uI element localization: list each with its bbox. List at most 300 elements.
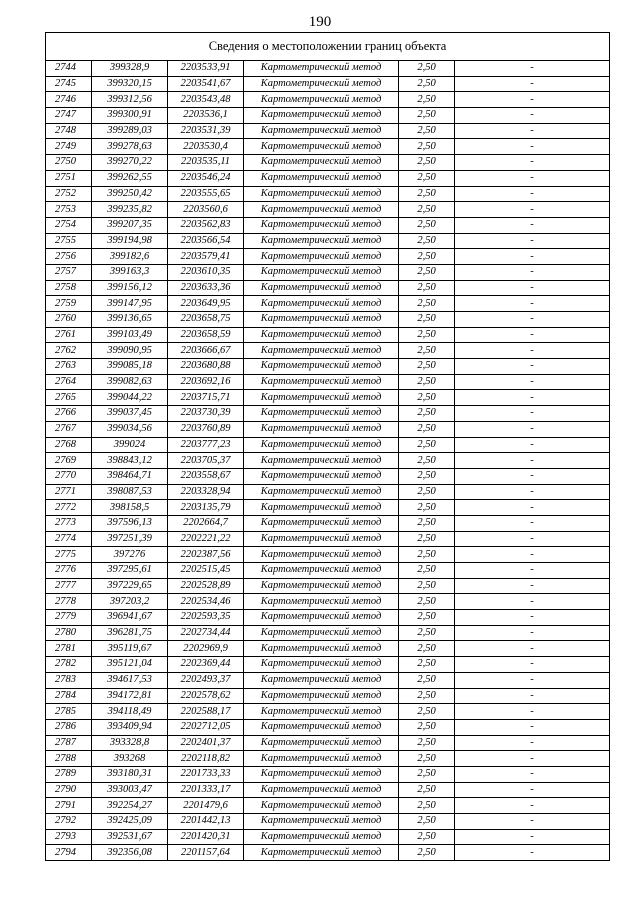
y-coordinate-cell: 2203658,75: [168, 312, 244, 328]
point-number-cell: 2784: [46, 688, 92, 704]
point-number-cell: 2788: [46, 751, 92, 767]
table-row: [46, 688, 610, 704]
x-coordinate-cell: 392531,67: [92, 829, 168, 845]
x-coordinate-cell: 399300,91: [92, 108, 168, 124]
table-row: [46, 814, 610, 830]
note-cell: -: [455, 296, 610, 312]
point-number-cell: 2747: [46, 108, 92, 124]
point-number-cell: 2751: [46, 170, 92, 186]
y-coordinate-cell: 2203531,39: [168, 123, 244, 139]
note-cell: -: [455, 343, 610, 359]
method-cell: Картометрический метод: [244, 845, 399, 861]
accuracy-cell: 2,50: [399, 421, 455, 437]
method-cell: Картометрический метод: [244, 61, 399, 77]
table-row: [46, 641, 610, 657]
table-row: [46, 359, 610, 375]
method-cell: Картометрический метод: [244, 296, 399, 312]
y-coordinate-cell: 2202515,45: [168, 563, 244, 579]
note-cell: -: [455, 76, 610, 92]
y-coordinate-cell: 2202664,7: [168, 515, 244, 531]
table-row: [46, 657, 610, 673]
x-coordinate-cell: 399194,98: [92, 233, 168, 249]
point-number-cell: 2755: [46, 233, 92, 249]
method-cell: Картометрический метод: [244, 453, 399, 469]
point-number-cell: 2785: [46, 704, 92, 720]
x-coordinate-cell: 393409,94: [92, 719, 168, 735]
note-cell: -: [455, 500, 610, 516]
accuracy-cell: 2,50: [399, 92, 455, 108]
y-coordinate-cell: 2203562,83: [168, 217, 244, 233]
accuracy-cell: 2,50: [399, 814, 455, 830]
y-coordinate-cell: 2203566,54: [168, 233, 244, 249]
accuracy-cell: 2,50: [399, 343, 455, 359]
method-cell: Картометрический метод: [244, 578, 399, 594]
y-coordinate-cell: 2203535,11: [168, 155, 244, 171]
point-number-cell: 2776: [46, 563, 92, 579]
note-cell: -: [455, 766, 610, 782]
accuracy-cell: 2,50: [399, 312, 455, 328]
note-cell: -: [455, 249, 610, 265]
y-coordinate-cell: 2203666,67: [168, 343, 244, 359]
accuracy-cell: 2,50: [399, 374, 455, 390]
y-coordinate-cell: 2202734,44: [168, 625, 244, 641]
method-cell: Картометрический метод: [244, 264, 399, 280]
method-cell: Картометрический метод: [244, 170, 399, 186]
note-cell: -: [455, 327, 610, 343]
x-coordinate-cell: 397276: [92, 547, 168, 563]
x-coordinate-cell: 399044,22: [92, 390, 168, 406]
y-coordinate-cell: 2203536,1: [168, 108, 244, 124]
table-row: [46, 327, 610, 343]
y-coordinate-cell: 2202593,35: [168, 610, 244, 626]
note-cell: -: [455, 374, 610, 390]
table-row: [46, 123, 610, 139]
note-cell: -: [455, 719, 610, 735]
method-cell: Картометрический метод: [244, 531, 399, 547]
method-cell: Картометрический метод: [244, 829, 399, 845]
y-coordinate-cell: 2203649,95: [168, 296, 244, 312]
x-coordinate-cell: 399085,18: [92, 359, 168, 375]
note-cell: -: [455, 312, 610, 328]
x-coordinate-cell: 399090,95: [92, 343, 168, 359]
table-row: [46, 453, 610, 469]
note-cell: -: [455, 468, 610, 484]
y-coordinate-cell: 2202969,9: [168, 641, 244, 657]
table-title-row: [46, 33, 610, 61]
y-coordinate-cell: 2203533,91: [168, 61, 244, 77]
y-coordinate-cell: 2203546,24: [168, 170, 244, 186]
accuracy-cell: 2,50: [399, 139, 455, 155]
y-coordinate-cell: 2201157,64: [168, 845, 244, 861]
accuracy-cell: 2,50: [399, 108, 455, 124]
note-cell: -: [455, 484, 610, 500]
table-row: [46, 202, 610, 218]
note-cell: -: [455, 751, 610, 767]
point-number-cell: 2764: [46, 374, 92, 390]
note-cell: -: [455, 217, 610, 233]
table-row: [46, 547, 610, 563]
y-coordinate-cell: 2203705,37: [168, 453, 244, 469]
method-cell: Картометрический метод: [244, 406, 399, 422]
y-coordinate-cell: 2203541,67: [168, 76, 244, 92]
point-number-cell: 2746: [46, 92, 92, 108]
point-number-cell: 2765: [46, 390, 92, 406]
accuracy-cell: 2,50: [399, 782, 455, 798]
method-cell: Картометрический метод: [244, 186, 399, 202]
x-coordinate-cell: 397251,39: [92, 531, 168, 547]
accuracy-cell: 2,50: [399, 437, 455, 453]
table-row: [46, 155, 610, 171]
point-number-cell: 2757: [46, 264, 92, 280]
note-cell: -: [455, 814, 610, 830]
x-coordinate-cell: 394118,49: [92, 704, 168, 720]
point-number-cell: 2763: [46, 359, 92, 375]
method-cell: Картометрический метод: [244, 751, 399, 767]
y-coordinate-cell: 2203560,6: [168, 202, 244, 218]
y-coordinate-cell: 2203555,65: [168, 186, 244, 202]
table-row: [46, 233, 610, 249]
x-coordinate-cell: 392425,09: [92, 814, 168, 830]
y-coordinate-cell: 2201333,17: [168, 782, 244, 798]
x-coordinate-cell: 394617,53: [92, 672, 168, 688]
note-cell: -: [455, 688, 610, 704]
x-coordinate-cell: 399207,35: [92, 217, 168, 233]
accuracy-cell: 2,50: [399, 704, 455, 720]
accuracy-cell: 2,50: [399, 468, 455, 484]
method-cell: Картометрический метод: [244, 735, 399, 751]
note-cell: -: [455, 547, 610, 563]
note-cell: -: [455, 170, 610, 186]
method-cell: Картометрический метод: [244, 719, 399, 735]
note-cell: -: [455, 108, 610, 124]
note-cell: -: [455, 453, 610, 469]
method-cell: Картометрический метод: [244, 704, 399, 720]
y-coordinate-cell: 2202588,17: [168, 704, 244, 720]
y-coordinate-cell: 2203680,88: [168, 359, 244, 375]
x-coordinate-cell: 394172,81: [92, 688, 168, 704]
point-number-cell: 2775: [46, 547, 92, 563]
note-cell: -: [455, 437, 610, 453]
method-cell: Картометрический метод: [244, 500, 399, 516]
table-row: [46, 249, 610, 265]
boundary-coordinates-table: [45, 32, 610, 861]
accuracy-cell: 2,50: [399, 390, 455, 406]
x-coordinate-cell: 396941,67: [92, 610, 168, 626]
x-coordinate-cell: 393180,31: [92, 766, 168, 782]
point-number-cell: 2767: [46, 421, 92, 437]
table-row: [46, 61, 610, 77]
note-cell: -: [455, 264, 610, 280]
point-number-cell: 2786: [46, 719, 92, 735]
point-number-cell: 2762: [46, 343, 92, 359]
table-row: [46, 484, 610, 500]
note-cell: -: [455, 625, 610, 641]
accuracy-cell: 2,50: [399, 719, 455, 735]
method-cell: Картометрический метод: [244, 437, 399, 453]
method-cell: Картометрический метод: [244, 814, 399, 830]
x-coordinate-cell: 398843,12: [92, 453, 168, 469]
table-row: [46, 139, 610, 155]
table-row: [46, 563, 610, 579]
y-coordinate-cell: 2202221,22: [168, 531, 244, 547]
point-number-cell: 2781: [46, 641, 92, 657]
table-row: [46, 343, 610, 359]
note-cell: -: [455, 531, 610, 547]
table-body: [46, 61, 610, 861]
accuracy-cell: 2,50: [399, 547, 455, 563]
table-row: [46, 170, 610, 186]
y-coordinate-cell: 2202528,89: [168, 578, 244, 594]
method-cell: Картометрический метод: [244, 327, 399, 343]
accuracy-cell: 2,50: [399, 672, 455, 688]
accuracy-cell: 2,50: [399, 641, 455, 657]
point-number-cell: 2779: [46, 610, 92, 626]
method-cell: Картометрический метод: [244, 374, 399, 390]
point-number-cell: 2753: [46, 202, 92, 218]
point-number-cell: 2749: [46, 139, 92, 155]
accuracy-cell: 2,50: [399, 563, 455, 579]
point-number-cell: 2789: [46, 766, 92, 782]
table-row: [46, 719, 610, 735]
method-cell: Картометрический метод: [244, 515, 399, 531]
accuracy-cell: 2,50: [399, 327, 455, 343]
y-coordinate-cell: 2203692,16: [168, 374, 244, 390]
accuracy-cell: 2,50: [399, 186, 455, 202]
note-cell: -: [455, 578, 610, 594]
method-cell: Картометрический метод: [244, 155, 399, 171]
note-cell: -: [455, 563, 610, 579]
table-row: [46, 735, 610, 751]
point-number-cell: 2787: [46, 735, 92, 751]
x-coordinate-cell: 399163,3: [92, 264, 168, 280]
x-coordinate-cell: 393268: [92, 751, 168, 767]
point-number-cell: 2761: [46, 327, 92, 343]
point-number-cell: 2777: [46, 578, 92, 594]
note-cell: -: [455, 390, 610, 406]
point-number-cell: 2766: [46, 406, 92, 422]
note-cell: -: [455, 421, 610, 437]
method-cell: Картометрический метод: [244, 312, 399, 328]
method-cell: Картометрический метод: [244, 657, 399, 673]
accuracy-cell: 2,50: [399, 359, 455, 375]
point-number-cell: 2791: [46, 798, 92, 814]
accuracy-cell: 2,50: [399, 406, 455, 422]
note-cell: -: [455, 202, 610, 218]
table-row: [46, 515, 610, 531]
point-number-cell: 2773: [46, 515, 92, 531]
table-row: [46, 296, 610, 312]
accuracy-cell: 2,50: [399, 798, 455, 814]
accuracy-cell: 2,50: [399, 657, 455, 673]
method-cell: Картометрический метод: [244, 782, 399, 798]
table-row: [46, 374, 610, 390]
note-cell: -: [455, 782, 610, 798]
method-cell: Картометрический метод: [244, 641, 399, 657]
point-number-cell: 2754: [46, 217, 92, 233]
x-coordinate-cell: 399289,03: [92, 123, 168, 139]
note-cell: -: [455, 657, 610, 673]
x-coordinate-cell: 399278,63: [92, 139, 168, 155]
table-row: [46, 108, 610, 124]
point-number-cell: 2770: [46, 468, 92, 484]
y-coordinate-cell: 2202712,05: [168, 719, 244, 735]
point-number-cell: 2792: [46, 814, 92, 830]
x-coordinate-cell: 397596,13: [92, 515, 168, 531]
method-cell: Картометрический метод: [244, 92, 399, 108]
note-cell: -: [455, 359, 610, 375]
accuracy-cell: 2,50: [399, 249, 455, 265]
accuracy-cell: 2,50: [399, 123, 455, 139]
table-row: [46, 280, 610, 296]
page-number: 190: [308, 14, 332, 30]
x-coordinate-cell: 398158,5: [92, 500, 168, 516]
table-row: [46, 421, 610, 437]
y-coordinate-cell: 2203543,48: [168, 92, 244, 108]
table-row: [46, 186, 610, 202]
accuracy-cell: 2,50: [399, 202, 455, 218]
accuracy-cell: 2,50: [399, 531, 455, 547]
x-coordinate-cell: 399262,55: [92, 170, 168, 186]
note-cell: -: [455, 61, 610, 77]
point-number-cell: 2790: [46, 782, 92, 798]
point-number-cell: 2793: [46, 829, 92, 845]
point-number-cell: 2780: [46, 625, 92, 641]
method-cell: Картометрический метод: [244, 359, 399, 375]
table-row: [46, 578, 610, 594]
x-coordinate-cell: 399312,56: [92, 92, 168, 108]
method-cell: Картометрический метод: [244, 280, 399, 296]
table-row: [46, 312, 610, 328]
accuracy-cell: 2,50: [399, 688, 455, 704]
point-number-cell: 2759: [46, 296, 92, 312]
x-coordinate-cell: 399103,49: [92, 327, 168, 343]
table-row: [46, 500, 610, 516]
table-row: [46, 92, 610, 108]
method-cell: Картометрический метод: [244, 468, 399, 484]
table-row: [46, 390, 610, 406]
note-cell: -: [455, 798, 610, 814]
accuracy-cell: 2,50: [399, 296, 455, 312]
accuracy-cell: 2,50: [399, 578, 455, 594]
method-cell: Картометрический метод: [244, 484, 399, 500]
table-row: [46, 468, 610, 484]
point-number-cell: 2769: [46, 453, 92, 469]
table-row: [46, 704, 610, 720]
note-cell: -: [455, 123, 610, 139]
point-number-cell: 2752: [46, 186, 92, 202]
accuracy-cell: 2,50: [399, 233, 455, 249]
x-coordinate-cell: 398464,71: [92, 468, 168, 484]
point-number-cell: 2750: [46, 155, 92, 171]
accuracy-cell: 2,50: [399, 217, 455, 233]
x-coordinate-cell: 399156,12: [92, 280, 168, 296]
y-coordinate-cell: 2202369,44: [168, 657, 244, 673]
accuracy-cell: 2,50: [399, 751, 455, 767]
point-number-cell: 2783: [46, 672, 92, 688]
y-coordinate-cell: 2201733,33: [168, 766, 244, 782]
note-cell: -: [455, 610, 610, 626]
y-coordinate-cell: 2203610,35: [168, 264, 244, 280]
accuracy-cell: 2,50: [399, 76, 455, 92]
table-row: [46, 766, 610, 782]
note-cell: -: [455, 594, 610, 610]
y-coordinate-cell: 2201479,6: [168, 798, 244, 814]
x-coordinate-cell: 399147,95: [92, 296, 168, 312]
method-cell: Картометрический метод: [244, 610, 399, 626]
y-coordinate-cell: 2202401,37: [168, 735, 244, 751]
x-coordinate-cell: 399270,22: [92, 155, 168, 171]
y-coordinate-cell: 2202387,56: [168, 547, 244, 563]
note-cell: -: [455, 845, 610, 861]
table-row: [46, 217, 610, 233]
point-number-cell: 2774: [46, 531, 92, 547]
table-row: [46, 798, 610, 814]
table-row: [46, 594, 610, 610]
table-row: [46, 437, 610, 453]
point-number-cell: 2794: [46, 845, 92, 861]
table-row: [46, 829, 610, 845]
note-cell: -: [455, 139, 610, 155]
table-row: [46, 845, 610, 861]
note-cell: -: [455, 515, 610, 531]
table-row: [46, 76, 610, 92]
y-coordinate-cell: 2203328,94: [168, 484, 244, 500]
point-number-cell: 2782: [46, 657, 92, 673]
x-coordinate-cell: 392254,27: [92, 798, 168, 814]
x-coordinate-cell: 399235,82: [92, 202, 168, 218]
accuracy-cell: 2,50: [399, 155, 455, 171]
point-number-cell: 2756: [46, 249, 92, 265]
x-coordinate-cell: 399034,56: [92, 421, 168, 437]
table-row: [46, 751, 610, 767]
x-coordinate-cell: 399182,6: [92, 249, 168, 265]
method-cell: Картометрический метод: [244, 217, 399, 233]
note-cell: -: [455, 280, 610, 296]
y-coordinate-cell: 2203777,23: [168, 437, 244, 453]
note-cell: -: [455, 735, 610, 751]
method-cell: Картометрический метод: [244, 421, 399, 437]
table-title: Сведения о местоположении границ объекта: [46, 33, 610, 61]
y-coordinate-cell: 2202118,82: [168, 751, 244, 767]
note-cell: -: [455, 672, 610, 688]
y-coordinate-cell: 2203135,79: [168, 500, 244, 516]
method-cell: Картометрический метод: [244, 672, 399, 688]
point-number-cell: 2772: [46, 500, 92, 516]
method-cell: Картометрический метод: [244, 233, 399, 249]
accuracy-cell: 2,50: [399, 610, 455, 626]
x-coordinate-cell: 399136,65: [92, 312, 168, 328]
x-coordinate-cell: 399328,9: [92, 61, 168, 77]
method-cell: Картометрический метод: [244, 202, 399, 218]
y-coordinate-cell: 2202534,46: [168, 594, 244, 610]
x-coordinate-cell: 392356,08: [92, 845, 168, 861]
y-coordinate-cell: 2203760,89: [168, 421, 244, 437]
point-number-cell: 2778: [46, 594, 92, 610]
note-cell: -: [455, 186, 610, 202]
accuracy-cell: 2,50: [399, 264, 455, 280]
accuracy-cell: 2,50: [399, 61, 455, 77]
x-coordinate-cell: 399320,15: [92, 76, 168, 92]
y-coordinate-cell: 2203730,39: [168, 406, 244, 422]
x-coordinate-cell: 395121,04: [92, 657, 168, 673]
note-cell: -: [455, 406, 610, 422]
y-coordinate-cell: 2203530,4: [168, 139, 244, 155]
x-coordinate-cell: 397203,2: [92, 594, 168, 610]
point-number-cell: 2744: [46, 61, 92, 77]
y-coordinate-cell: 2203715,71: [168, 390, 244, 406]
method-cell: Картометрический метод: [244, 139, 399, 155]
accuracy-cell: 2,50: [399, 484, 455, 500]
